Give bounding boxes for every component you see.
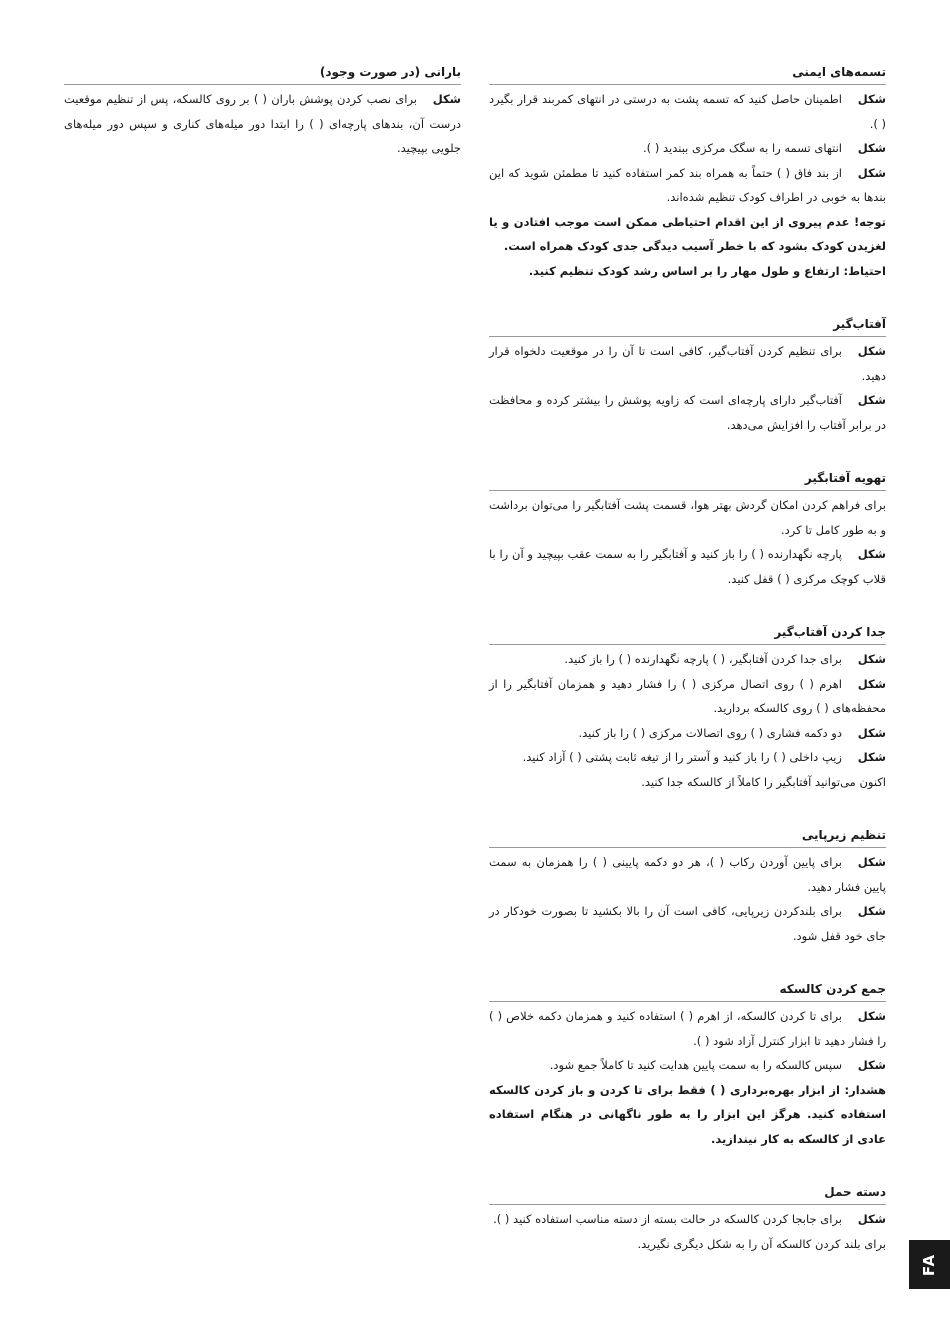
paragraph: برای فراهم کردن امکان گردش بهتر هوا، قسمت پشت آفتابگیر را می‌توان برداشت و به طور کامل تا کرد. <box>489 498 886 537</box>
figure-label: شکل <box>857 750 886 764</box>
paragraph <box>64 87 461 161</box>
paragraph-text: برای پایین آوردن رکاب ( )، هر دو دکمه پایینی ( ) را همزمان به سمت پایین فشار دهید. <box>489 855 886 894</box>
section-title: دسته حمل <box>489 1180 886 1205</box>
section-rain-cover <box>64 60 461 161</box>
paragraph <box>489 87 886 136</box>
paragraph <box>489 161 886 210</box>
section-title: جمع کردن کالسکه <box>489 977 886 1002</box>
section-title: تهویه آفتابگیر <box>489 466 886 491</box>
paragraph <box>489 136 886 161</box>
paragraph-text: سپس کالسکه را به سمت پایین هدایت کنید تا کاملاً جمع شود. <box>549 1058 842 1072</box>
figure-label: شکل <box>857 725 886 740</box>
warning-paragraph: هشدار: از ابزار بهره‌برداری ( ) فقط برای تا کردن و باز کردن کالسکه استفاده کنید. هرگز این ابزار را به طور ناگهانی در هنگام استفاده عادی از کالسکه به کار نیندازید. <box>489 1082 886 1146</box>
section-title: تنظیم زیرپایی <box>489 823 886 848</box>
figure-label: شکل <box>857 1212 886 1226</box>
left-column <box>64 60 461 190</box>
paragraph <box>489 388 886 437</box>
section-carry-handle <box>489 1180 886 1256</box>
paragraph <box>489 1004 886 1053</box>
figure-label: شکل <box>857 92 886 106</box>
section-fold-stroller <box>489 977 886 1151</box>
paragraph-text: برای بلندکردن زیرپایی، کافی است آن را بالا بکشید تا بصورت خودکار در جای خود قفل شود. <box>489 904 886 943</box>
section-canopy-ventilation <box>489 466 886 591</box>
paragraph-text: برای نصب کردن پوشش باران ( ) بر روی کالسکه، پس از تنظیم موقعیت درست آن، بندهای پارچه‌ای ( ) را ابتدا دور میله‌های کناری و سپس دور میله‌های جلویی بپیچید. <box>64 92 461 155</box>
paragraph <box>489 745 886 770</box>
figure-label: شکل <box>857 1058 886 1072</box>
figure-label: شکل <box>857 1009 886 1023</box>
caution-paragraph: احتیاط: ارتفاع و طول مهار را بر اساس رشد کودک تنظیم کنید. <box>528 263 886 278</box>
paragraph <box>489 339 886 388</box>
figure-label: شکل <box>857 141 886 155</box>
figure-label: شکل <box>857 904 886 918</box>
paragraph: برای بلند کردن کالسکه آن را به شکل دیگری نگیرید. <box>637 1236 886 1251</box>
section-safety-harness <box>489 60 886 283</box>
warning-paragraph: توجه! عدم پیروی از این اقدام احتیاطی ممکن است موجب افتادن و یا لغزیدن کودک بشود که با خطر آسیب دیدگی جدی کودک همراه است. <box>489 214 886 253</box>
paragraph-text: برای جدا کردن آفتابگیر، ( ) پارچه نگهدارنده ( ) را باز کنید. <box>564 652 842 666</box>
paragraph-text: آفتاب‌گیر دارای پارچه‌ای است که زاویه پوشش را بیشتر کرده و محافظت در برابر آفتاب را افزایش می‌دهد. <box>489 393 886 432</box>
paragraph-text: دو دکمه فشاری ( ) روی اتصالات مرکزی ( ) را باز کنید. <box>578 725 842 740</box>
figure-label: شکل <box>432 92 461 106</box>
section-title: جدا کردن آفتاب‌گیر <box>489 620 886 645</box>
paragraph <box>489 1053 886 1078</box>
paragraph <box>489 542 886 591</box>
figure-label: شکل <box>857 165 886 180</box>
figure-label: شکل <box>857 676 886 691</box>
paragraph <box>489 850 886 899</box>
section-title: آفتاب‌گیر <box>489 312 886 337</box>
paragraph-text: برای جابجا کردن کالسکه در حالت بسته از دسته مناسب استفاده کنید ( ). <box>493 1212 842 1226</box>
figure-label: شکل <box>857 855 886 869</box>
paragraph-text: اهرم ( ) روی اتصال مرکزی ( ) را فشار دهید و همزمان آفتابگیر را از محفظه‌های ( ) روی کالسکه بردارید. <box>489 676 886 715</box>
section-title: تسمه‌های ایمنی <box>489 60 886 85</box>
section-footrest-adjust <box>489 823 886 948</box>
language-tab-label: FA <box>920 1253 939 1276</box>
figure-label: شکل <box>857 547 886 561</box>
paragraph-text: برای تنظیم کردن آفتاب‌گیر، کافی است تا آن را در موقعیت دلخواه قرار دهید. <box>489 344 886 383</box>
paragraph <box>489 672 886 721</box>
language-tab <box>909 1240 950 1289</box>
paragraph <box>489 721 886 746</box>
paragraph-text: پارچه نگهدارنده ( ) را باز کنید و آفتابگیر را به سمت عقب بپیچید و آن را با قلاب کوچک مرکزی ( ) قفل کنید. <box>489 547 886 586</box>
figure-label: شکل <box>857 344 886 358</box>
paragraph-text: زیپ داخلی ( ) را باز کنید و آستر را از تیغه ثابت پشتی ( ) آزاد کنید. <box>522 750 842 764</box>
paragraph <box>489 647 886 672</box>
paragraph: اکنون می‌توانید آفتابگیر را کاملاً از کالسکه جدا کنید. <box>641 774 886 789</box>
paragraph <box>489 1207 886 1232</box>
section-sun-canopy <box>489 312 886 437</box>
paragraph-text: اطمینان حاصل کنید که تسمه پشت به درستی در انتهای کمربند قرار بگیرد ( ). <box>489 92 886 131</box>
paragraph-text: از بند فاق ( ) حتماً به همراه بند کمر استفاده کنید تا مطمئن شوید که این بندها به خوبی در اطراف کودک تنظیم شده‌اند. <box>489 165 886 204</box>
figure-label: شکل <box>857 652 886 666</box>
paragraph <box>489 899 886 948</box>
figure-label: شکل <box>857 393 886 407</box>
paragraph-text: برای تا کردن کالسکه، از اهرم ( ) استفاده کنید و همزمان دکمه خلاص ( ) را فشار دهید تا ابزار کنترل آزاد شود ( ). <box>489 1009 886 1048</box>
section-remove-canopy <box>489 620 886 794</box>
paragraph-text: انتهای تسمه را به سگک مرکزی ببندید ( ). <box>643 141 842 155</box>
right-column <box>489 60 886 1285</box>
section-title: بارانی (در صورت وجود) <box>64 60 461 85</box>
